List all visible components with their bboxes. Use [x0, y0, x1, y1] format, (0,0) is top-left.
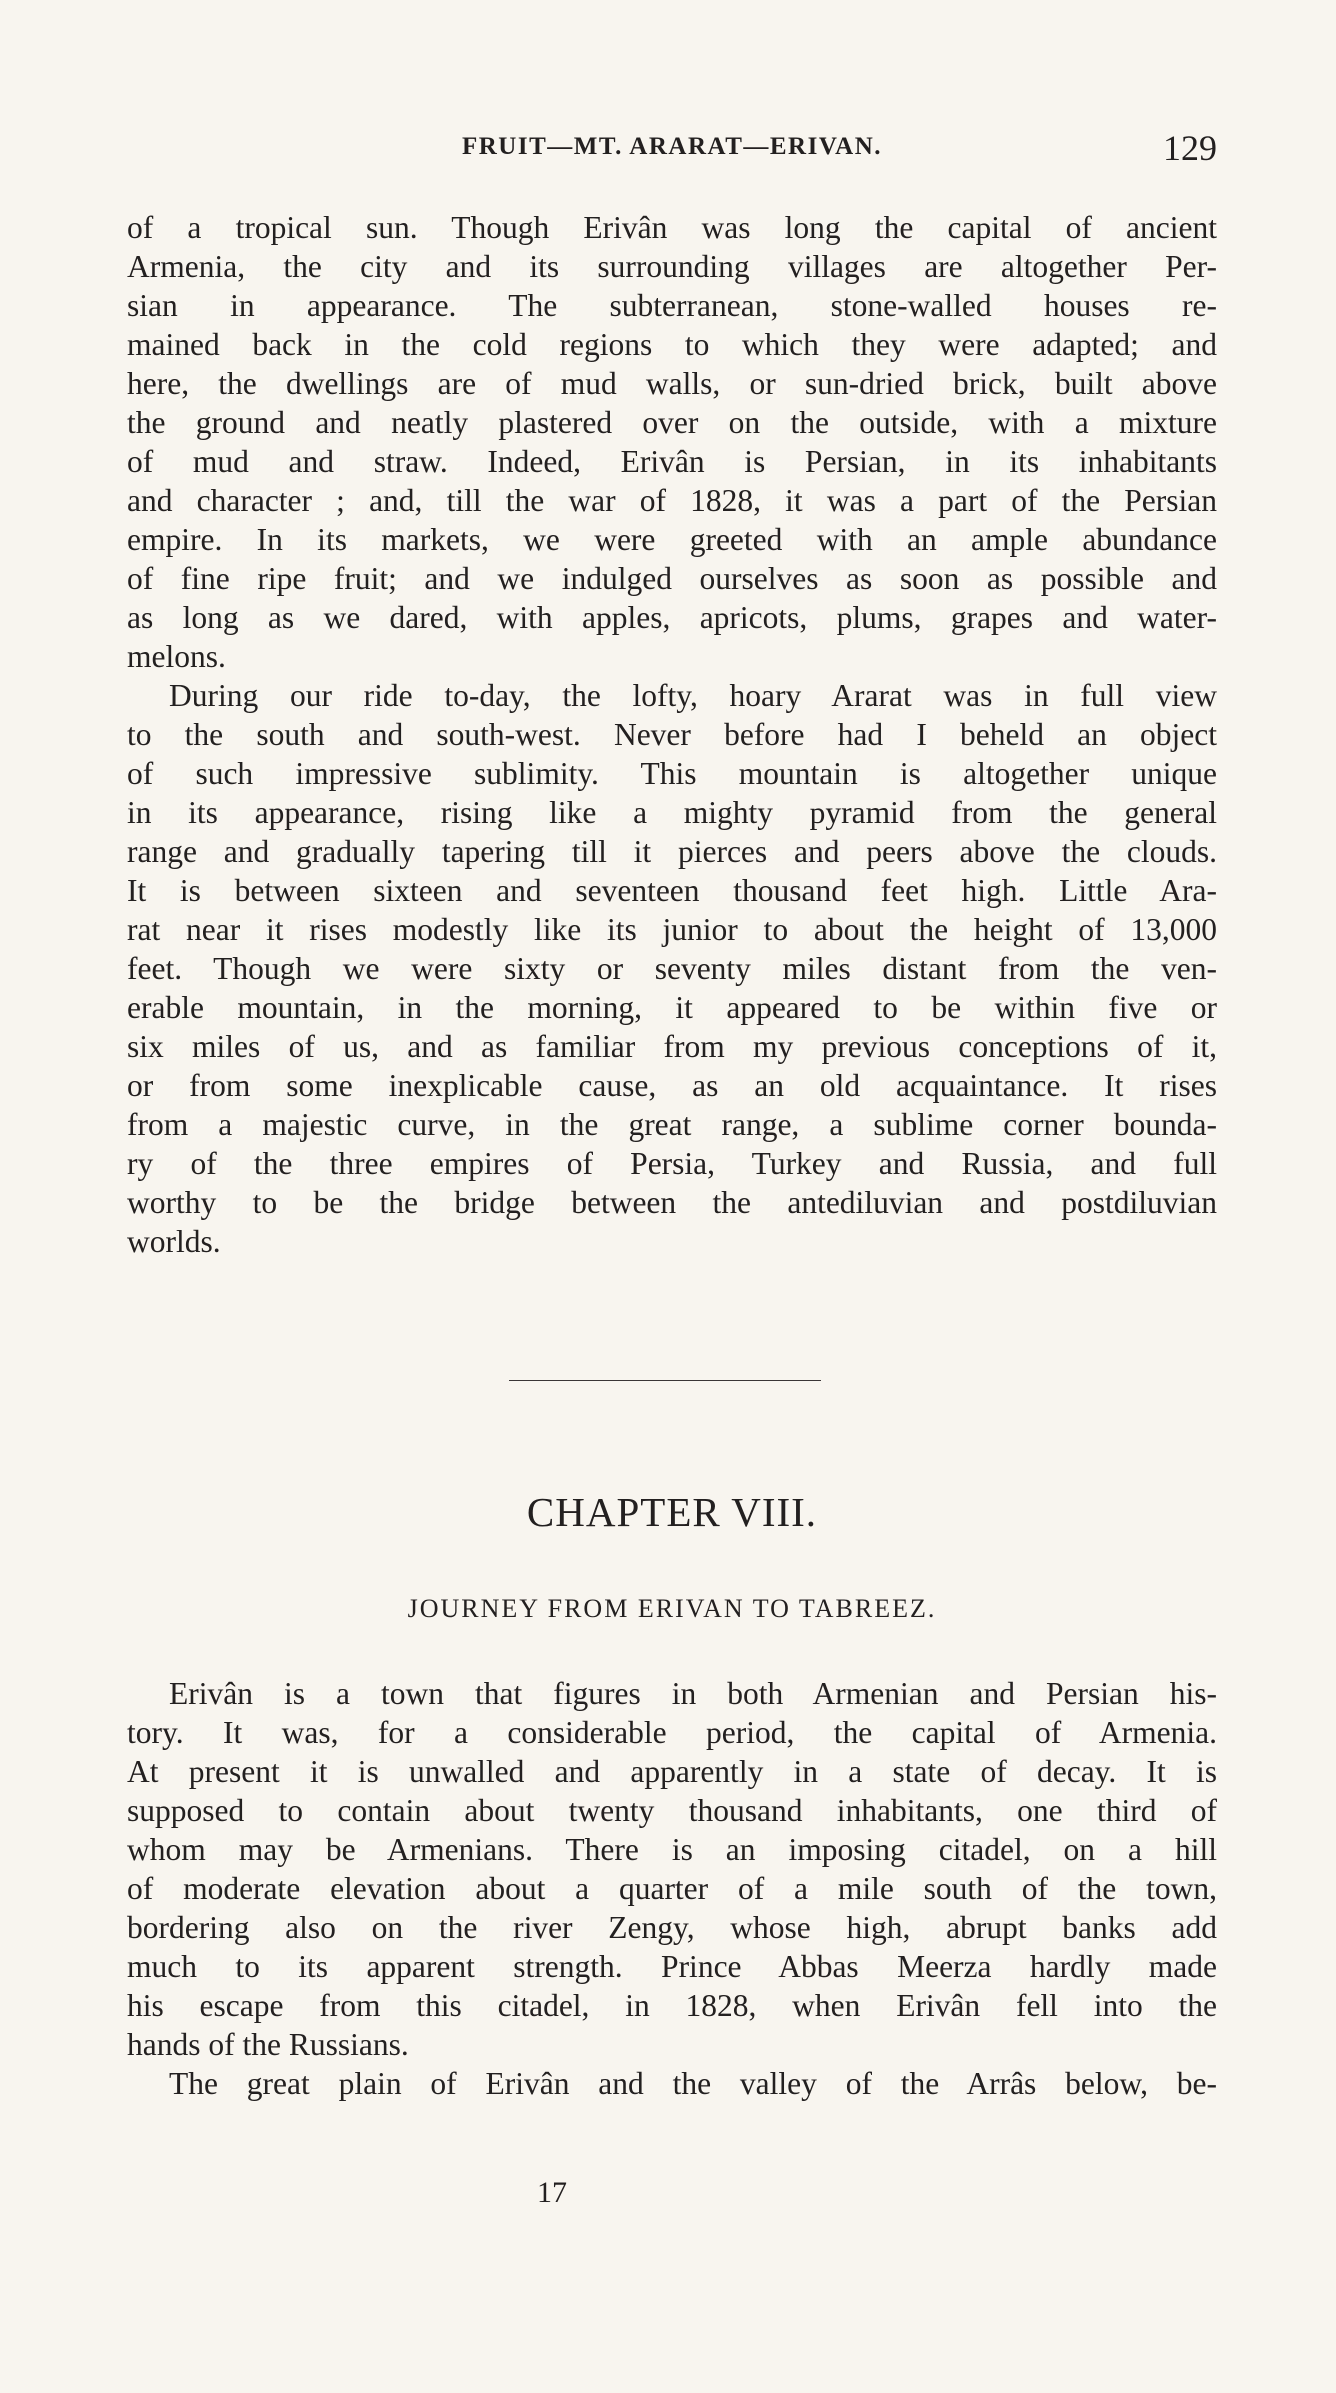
text-line: much to its apparent strength. Prince Abbas Meerza hardly made — [127, 1949, 1217, 1984]
text-line: here, the dwellings are of mud walls, or sun-dried brick, built above — [127, 366, 1217, 401]
chapter-divider-rule — [509, 1380, 821, 1381]
text-line: tory. It was, for a considerable period, the capital of Armenia. — [127, 1715, 1217, 1750]
text-line: worlds. — [127, 1224, 221, 1259]
text-line: sian in appearance. The subterranean, stone-walled houses re- — [127, 288, 1217, 323]
text-line: range and gradually tapering till it pierces and peers above the clouds. — [127, 834, 1217, 869]
text-line: ry of the three empires of Persia, Turkey and Russia, and full — [127, 1146, 1217, 1181]
text-line: of such impressive sublimity. This mountain is altogether unique — [127, 756, 1217, 791]
text-line: of moderate elevation about a quarter of a mile south of the town, — [127, 1871, 1217, 1906]
text-line: worthy to be the bridge between the antediluvian and postdiluvian — [127, 1185, 1217, 1220]
text-line: of fine ripe fruit; and we indulged ourselves as soon as possible and — [127, 561, 1217, 596]
text-line: Erivân is a town that figures in both Armenian and Persian his- — [169, 1676, 1217, 1711]
running-head — [127, 127, 1217, 167]
signature-mark: 17 — [537, 2176, 567, 2209]
text-line: rat near it rises modestly like its junior to about the height of 13,000 — [127, 912, 1217, 947]
text-line: bordering also on the river Zengy, whose high, abrupt banks add — [127, 1910, 1217, 1945]
text-line: in its appearance, rising like a mighty pyramid from the general — [127, 795, 1217, 830]
chapter-subtitle: JOURNEY FROM ERIVAN TO TABREEZ. — [407, 1594, 937, 1623]
text-line: six miles of us, and as familiar from my previous conceptions of it, — [127, 1029, 1217, 1064]
text-line: from a majestic curve, in the great range, a sublime corner bounda- — [127, 1107, 1217, 1142]
text-line: feet. Though we were sixty or seventy miles distant from the ven- — [127, 951, 1217, 986]
text-line: as long as we dared, with apples, apricots, plums, grapes and water- — [127, 600, 1217, 635]
text-line: During our ride to-day, the lofty, hoary Ararat was in full view — [169, 678, 1217, 713]
text-line: whom may be Armenians. There is an imposing citadel, on a hill — [127, 1832, 1217, 1867]
text-line: or from some inexplicable cause, as an old acquaintance. It rises — [127, 1068, 1217, 1103]
text-line: supposed to contain about twenty thousand inhabitants, one third of — [127, 1793, 1217, 1828]
text-line: erable mountain, in the morning, it appeared to be within five or — [127, 990, 1217, 1025]
text-line: hands of the Russians. — [127, 2027, 409, 2062]
text-line: mained back in the cold regions to which they were adapted; and — [127, 327, 1217, 362]
text-line: It is between sixteen and seventeen thousand feet high. Little Ara- — [127, 873, 1217, 908]
text-line: the ground and neatly plastered over on the outside, with a mixture — [127, 405, 1217, 440]
text-line: his escape from this citadel, in 1828, when Erivân fell into the — [127, 1988, 1217, 2023]
text-line: The great plain of Erivân and the valley of the Arrâs below, be- — [169, 2066, 1217, 2101]
page-number: 129 — [1163, 128, 1217, 168]
text-line: to the south and south-west. Never before had I beheld an object — [127, 717, 1217, 752]
text-line: of a tropical sun. Though Erivân was long the capital of ancient — [127, 210, 1217, 245]
running-title: FRUIT—MT. ARARAT—ERIVAN. — [461, 133, 883, 160]
text-line: empire. In its markets, we were greeted with an ample abundance — [127, 522, 1217, 557]
text-line: melons. — [127, 639, 226, 674]
text-line: At present it is unwalled and apparently in a state of decay. It is — [127, 1754, 1217, 1789]
text-line: Armenia, the city and its surrounding villages are altogether Per- — [127, 249, 1217, 284]
chapter-title: CHAPTER VIII. — [526, 1489, 818, 1535]
text-line: and character ; and, till the war of 1828, it was a part of the Persian — [127, 483, 1217, 518]
text-line: of mud and straw. Indeed, Erivân is Persian, in its inhabitants — [127, 444, 1217, 479]
